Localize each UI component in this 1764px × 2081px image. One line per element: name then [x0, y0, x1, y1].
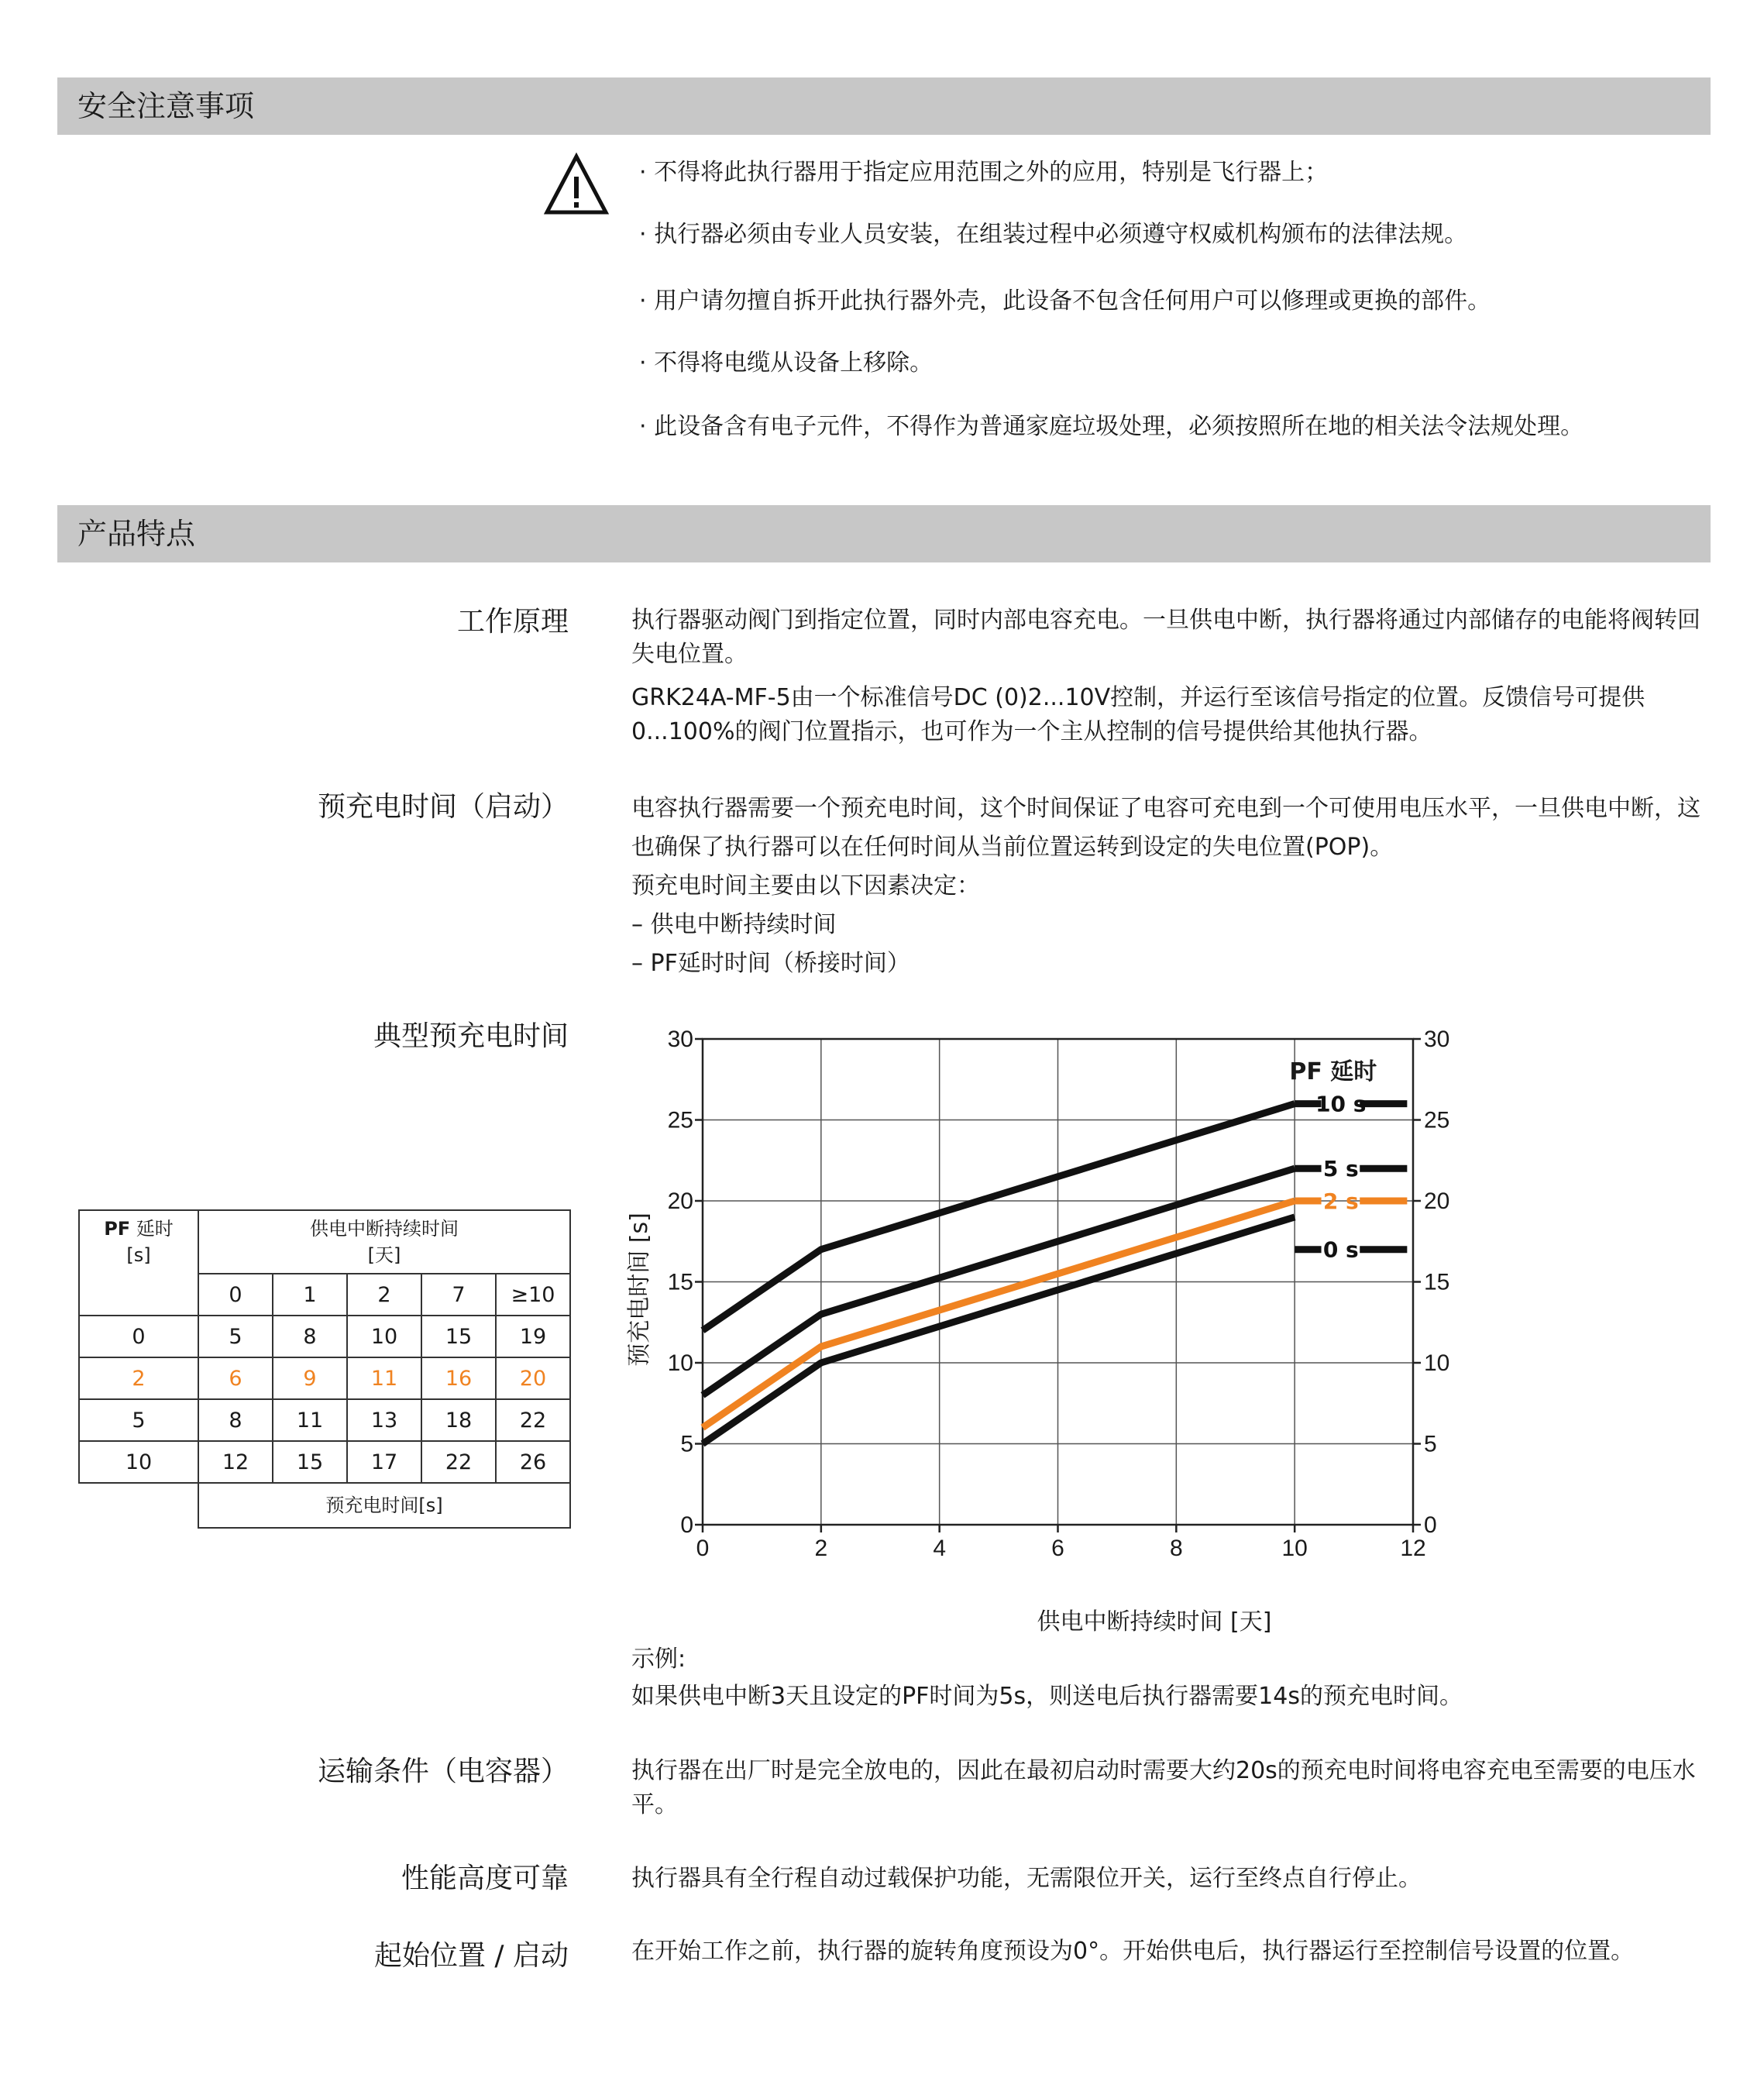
y-tick-label: 30	[667, 1027, 693, 1052]
interrupt-unit: [天]	[367, 1244, 401, 1266]
precharge-text	[631, 789, 1704, 983]
precharge-value-cell: 6	[198, 1357, 273, 1399]
y-tick-label-right: 20	[1424, 1188, 1450, 1214]
pf-value-cell: 0	[79, 1316, 198, 1357]
legend-title: PF 延时	[1289, 1058, 1377, 1085]
y-tick-label-right: 30	[1424, 1027, 1450, 1052]
y-tick-label: 0	[680, 1512, 693, 1538]
precharge-value-cell: 15	[421, 1316, 496, 1357]
example-text: 如果供电中断3天且设定的PF时间为5s，则送电后执行器需要14s的预充电时间。	[631, 1683, 1463, 1710]
interrupt-header-cell	[198, 1210, 570, 1274]
table-footer: 预充电时间[s]	[198, 1483, 570, 1528]
precharge-value-cell: 10	[347, 1316, 421, 1357]
typical-precharge-label: 典型预充电时间	[373, 1020, 569, 1052]
y-tick-label-right: 25	[1424, 1107, 1450, 1133]
series-label: 10 s	[1315, 1091, 1367, 1117]
precharge-value-cell: 17	[347, 1441, 421, 1483]
table-row	[79, 1399, 570, 1441]
transport-label: 运输条件（电容器）	[317, 1756, 569, 1787]
safety-bullet: · 此设备含有电子元件，不得作为普通家庭垃圾处理，必须按照所在地的相关法令法规处理。	[639, 413, 1584, 440]
y-tick-label-right: 15	[1424, 1269, 1450, 1295]
x-tick-label: 4	[933, 1536, 947, 1561]
pf-value-cell: 5	[79, 1399, 198, 1441]
precharge-value-cell: 15	[273, 1441, 347, 1483]
precharge-value-cell: 9	[273, 1357, 347, 1399]
day-col-header: 7	[421, 1274, 496, 1316]
series-label: 5 s	[1322, 1156, 1359, 1182]
day-col-header: 2	[347, 1274, 421, 1316]
transport-text: 执行器在出厂时是完全放电的，因此在最初启动时需要大约20s的预充电时间将电容充电至需要的电压水平。	[631, 1757, 1696, 1818]
working-principle-label: 工作原理	[456, 606, 569, 638]
day-col-header: 1	[273, 1274, 347, 1316]
precharge-value-cell: 8	[198, 1399, 273, 1441]
precharge-value-cell: 26	[496, 1441, 570, 1483]
series-line	[703, 1201, 1295, 1428]
y-tick-label: 10	[667, 1350, 693, 1376]
y-tick-label: 20	[667, 1188, 693, 1214]
y-tick-label: 5	[680, 1431, 693, 1457]
y-tick-label-right: 5	[1424, 1431, 1437, 1457]
interrupt-header: 供电中断持续时间	[310, 1218, 459, 1240]
safety-bullet: · 不得将电缆从设备上移除。	[639, 349, 934, 377]
table-row	[79, 1316, 570, 1357]
series-label: 0 s	[1322, 1237, 1359, 1263]
pf-header-cell	[79, 1210, 198, 1316]
start-label: 起始位置 / 启动	[373, 1940, 569, 1972]
start-text: 在开始工作之前，执行器的旋转角度预设为0°。开始供电后，执行器运行至控制信号设置的位置。	[631, 1938, 1635, 1965]
precharge-value-cell: 8	[273, 1316, 347, 1357]
warning-icon	[544, 152, 609, 217]
x-tick-label: 6	[1051, 1536, 1064, 1561]
pf-header-bold: PF	[104, 1218, 131, 1240]
precharge-p2: 预充电时间主要由以下因素决定：	[631, 872, 980, 899]
precharge-value-cell: 22	[421, 1441, 496, 1483]
reliable-label: 性能高度可靠	[401, 1863, 569, 1894]
day-col-header: ≥10	[496, 1274, 570, 1316]
pf-value-cell: 2	[79, 1357, 198, 1399]
table-row	[79, 1441, 570, 1483]
precharge-value-cell: 13	[347, 1399, 421, 1441]
precharge-value-cell: 16	[421, 1357, 496, 1399]
features-header: 产品特点	[57, 505, 1711, 562]
precharge-chart	[620, 1015, 1596, 1666]
table-body	[79, 1316, 570, 1483]
day-col-header: 0	[198, 1274, 273, 1316]
x-tick-label: 12	[1400, 1536, 1426, 1561]
table-row	[79, 1357, 570, 1399]
y-tick-label-right: 10	[1424, 1350, 1450, 1376]
pf-header-unit: [s]	[126, 1244, 151, 1266]
precharge-value-cell: 11	[273, 1399, 347, 1441]
precharge-label: 预充电时间（启动）	[317, 791, 569, 823]
y-tick-label: 25	[667, 1107, 693, 1133]
safety-bullet: · 用户请勿擅自拆开此执行器外壳，此设备不包含任何用户可以修理或更换的部件。	[639, 287, 1491, 315]
x-tick-label: 8	[1169, 1536, 1183, 1561]
precharge-value-cell: 20	[496, 1357, 570, 1399]
pf-header-rest: 延时	[136, 1218, 174, 1240]
precharge-value-cell: 22	[496, 1399, 570, 1441]
example-title: 示例:	[631, 1646, 686, 1673]
chart-y-title: 预充电时间 [s]	[626, 1212, 653, 1367]
precharge-table	[78, 1209, 571, 1529]
precharge-value-cell: 11	[347, 1357, 421, 1399]
example-block	[631, 1641, 1704, 1715]
pf-value-cell: 10	[79, 1441, 198, 1483]
precharge-value-cell: 5	[198, 1316, 273, 1357]
x-tick-label: 0	[696, 1536, 710, 1561]
series-label: 2 s	[1322, 1188, 1359, 1214]
precharge-p1: 电容执行器需要一个预充电时间，这个时间保证了电容可充电到一个可使用电压水平，一旦供电中断，这也确保了执行器可以在任何时间从当前位置运转到设定的失电位置(POP)。	[631, 795, 1700, 861]
y-tick-label: 15	[667, 1269, 693, 1295]
working-p2: GRK24A-MF-5由一个标准信号DC (0)2...10V控制，并运行至该信号指定的位置。反馈信号可提供0...100%的阀门位置指示，也可作为一个主从控制的信号提供给其他执行器。	[631, 684, 1645, 745]
working-principle-text	[631, 604, 1704, 749]
safety-header: 安全注意事项	[57, 77, 1711, 135]
series-line	[703, 1104, 1295, 1331]
precharge-value-cell: 18	[421, 1399, 496, 1441]
safety-bullet: · 执行器必须由专业人员安装，在组装过程中必须遵守权威机构颁布的法律法规。	[639, 221, 1468, 248]
precharge-p4: – PF延时时间（桥接时间）	[631, 950, 910, 977]
x-tick-label: 10	[1281, 1536, 1308, 1561]
chart-x-title: 供电中断持续时间 [天]	[1037, 1608, 1272, 1636]
precharge-value-cell: 19	[496, 1316, 570, 1357]
safety-bullet: · 不得将此执行器用于指定应用范围之外的应用，特别是飞行器上；	[639, 159, 1329, 186]
x-tick-label: 2	[814, 1536, 828, 1561]
precharge-p3: – 供电中断持续时间	[631, 911, 837, 938]
precharge-value-cell: 12	[198, 1441, 273, 1483]
reliable-text: 执行器具有全行程自动过载保护功能，无需限位开关，运行至终点自行停止。	[631, 1865, 1422, 1892]
working-p1: 执行器驱动阀门到指定位置，同时内部电容充电。一旦供电中断，执行器将通过内部储存的电能将阀转回失电位置。	[631, 607, 1700, 668]
footer-spacer	[79, 1483, 198, 1528]
y-tick-label-right: 0	[1424, 1512, 1437, 1538]
